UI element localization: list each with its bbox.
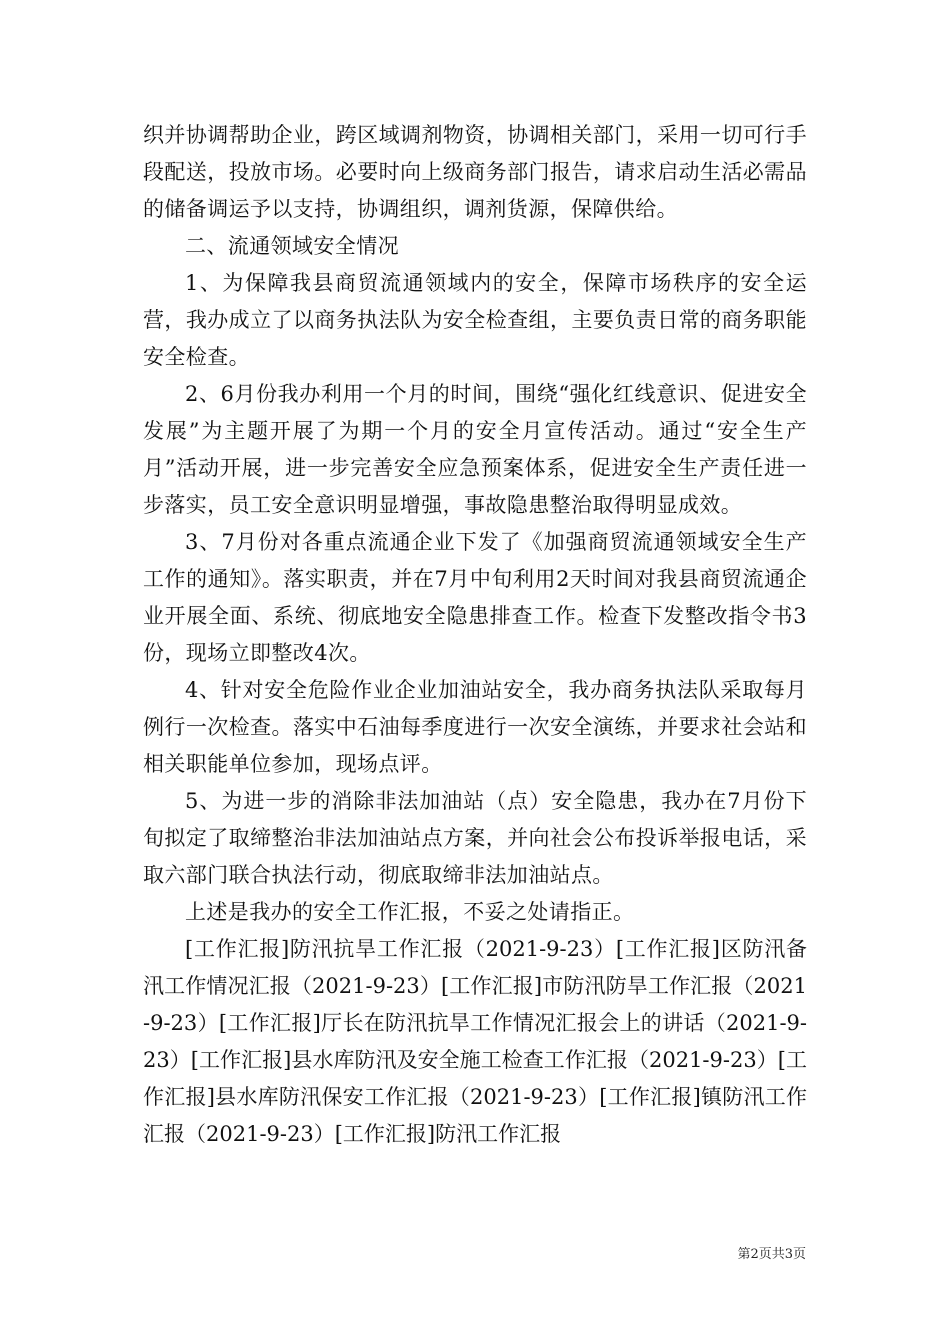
paragraph-continuation: 织并协调帮助企业，跨区域调剂物资，协调相关部门，采用一切可行手段配送，投放市场。必要时向上级商务部门报告，请求启动生活必需品的储备调运予以支持，协调组织，调剂货源，保障供给。 <box>143 123 807 221</box>
paragraph-item-1: 1、为保障我县商贸流通领域内的安全，保障市场秩序的安全运营，我办成立了以商务执法队为安全检查组，主要负责日常的商务职能安全检查。 <box>143 271 807 369</box>
section-heading: 二、流通领域安全情况 <box>185 234 399 258</box>
related-reports-list: [工作汇报]防汛抗旱工作汇报（2021-9-23）[工作汇报]区防汛备汛工作情况汇报（2021-9-23）[工作汇报]市防汛防旱工作汇报（2021-9-23）[工作汇报]厅长在防汛抗旱工作情况汇报会上的讲话（2021-9-23）[工作汇报]县水库防汛及安全施工检查工作汇报（2021-9-23）[工作汇报]县水库防汛保安工作汇报（2021-9-23）[工作汇报]镇防汛工作汇报（2021-9-23）[工作汇报]防汛工作汇报 <box>143 937 807 1146</box>
page-number: 第2页共3页 <box>737 1247 806 1262</box>
closing-statement: 上述是我办的安全工作汇报，不妥之处请指正。 <box>185 900 635 924</box>
document-body <box>143 117 807 1153</box>
paragraph-item-4: 4、针对安全危险作业企业加油站安全，我办商务执法队采取每月例行一次检查。落实中石油每季度进行一次安全演练，并要求社会站和相关职能单位参加，现场点评。 <box>143 678 807 776</box>
paragraph-item-5: 5、为进一步的消除非法加油站（点）安全隐患，我办在7月份下旬拟定了取缔整治非法加油站点方案，并向社会公布投诉举报电话，采取六部门联合执法行动，彻底取缔非法加油站点。 <box>143 789 807 887</box>
paragraph-item-2: 2、6月份我办利用一个月的时间，围绕“强化红线意识、促进安全发展”为主题开展了为期一个月的安全月宣传活动。通过“安全生产月”活动开展，进一步完善安全应急预案体系，促进安全生产责任进一步落实，员工安全意识明显增强，事故隐患整治取得明显成效。 <box>143 382 807 517</box>
paragraph-item-3: 3、7月份对各重点流通企业下发了《加强商贸流通领域安全生产工作的通知》。落实职责，并在7月中旬利用2天时间对我县商贸流通企业开展全面、系统、彻底地安全隐患排查工作。检查下发整改指令书3份，现场立即整改4次。 <box>143 530 807 665</box>
